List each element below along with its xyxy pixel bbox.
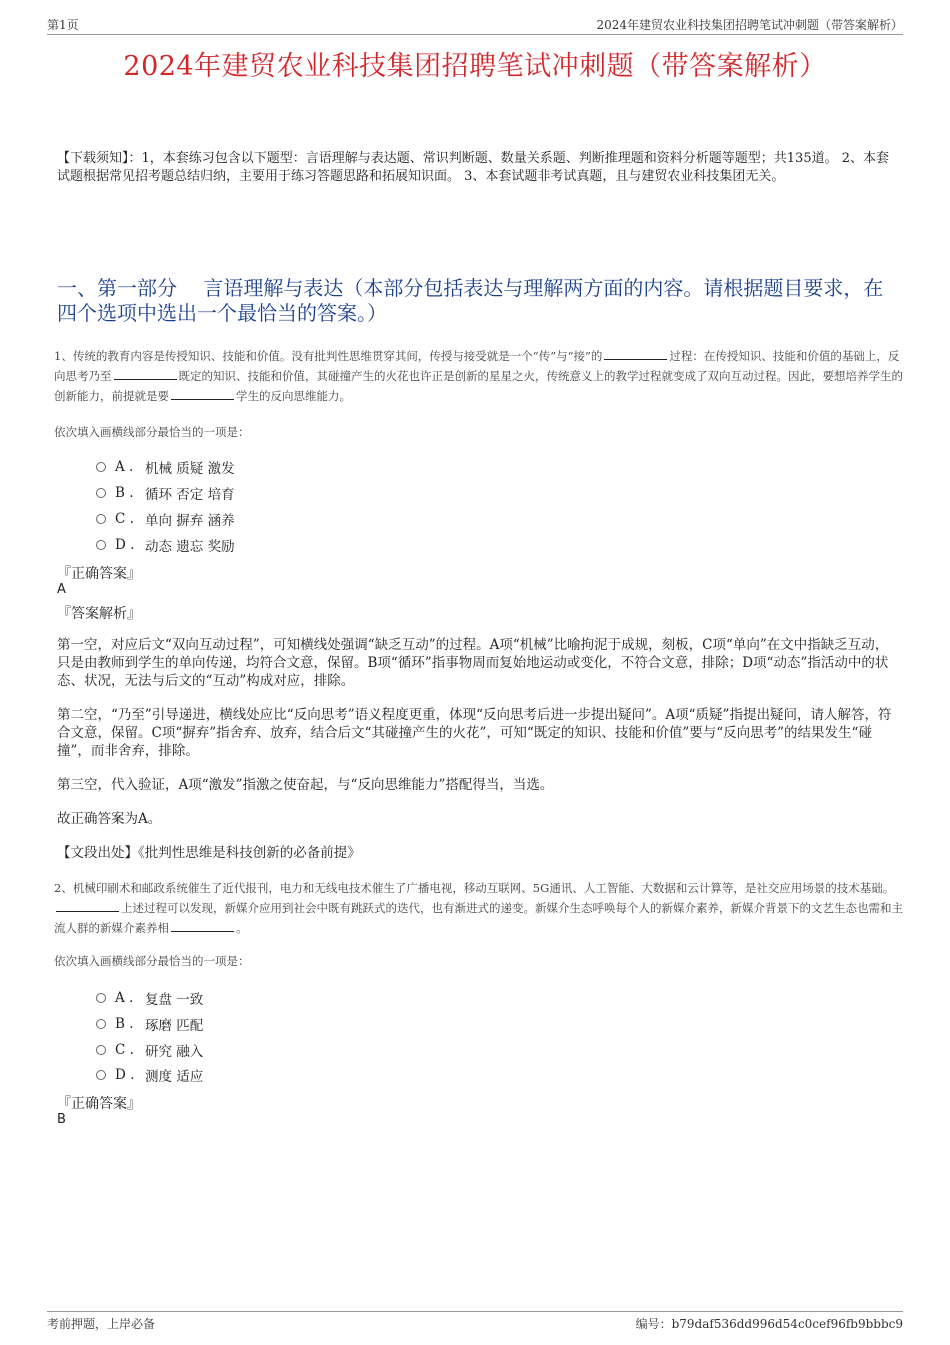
question-2-option-b[interactable]: B . 琢磨 匹配 <box>96 1014 203 1034</box>
fill-blank <box>114 367 177 380</box>
question-1-option-a[interactable]: A . 机械 质疑 激发 <box>96 457 235 477</box>
radio-icon[interactable] <box>96 1045 106 1055</box>
question-2-option-c[interactable]: C . 研究 融入 <box>96 1040 203 1060</box>
question-1-analysis-label: 『答案解析』 <box>57 606 141 622</box>
radio-icon[interactable] <box>96 540 106 550</box>
page-number: 第1页 <box>47 18 79 32</box>
fill-blank <box>56 899 119 912</box>
radio-icon[interactable] <box>96 488 106 498</box>
footer-slogan: 考前押题，上岸必备 <box>47 1317 156 1331</box>
question-1-option-c[interactable]: C . 单向 摒弃 涵养 <box>96 509 235 529</box>
fill-blank <box>171 387 234 400</box>
question-2-prompt: 依次填入画横线部分最恰当的一项是： <box>54 954 250 968</box>
question-2-text: 2、机械印刷术和邮政系统催生了近代报刊，电力和无线电技术催生了广播电视，移动互联网、5G通讯、人工智能、大数据和云计算等，是社交应用场景的技术基础。上述过程可以发现，新媒介应用到社会中既有跳跃式的迭代，也有渐进式的递变。新媒介生态呼唤每个人的新媒介素养，新媒介背景下的文艺生态也需和主流人群的新媒介素养相 。 <box>54 881 903 935</box>
question-1-text: 1、传统的教育内容是传授知识、技能和价值。没有批判性思维贯穿其间，传授与接受就是一个“传”与“接”的 过程：在传授知识、技能和价值的基础上，反向思考乃至 既定的知识、技能和价值，其碰撞产生的火花也许正是创新的星星之火，传统意义上的教学过程就变成了双向互动过程。因此，要想培养学生的创新能力，前提就是要 学生的反向思维能力。 <box>54 349 903 403</box>
page-footer <box>47 1311 903 1334</box>
radio-icon[interactable] <box>96 1019 106 1029</box>
radio-icon[interactable] <box>96 462 106 472</box>
question-2-answer: B <box>57 1112 66 1127</box>
question-1-prompt: 依次填入画横线部分最恰当的一项是： <box>54 425 250 439</box>
question-1-answer-label: 『正确答案』 <box>57 566 141 582</box>
question-1-option-b[interactable]: B . 循环 否定 培育 <box>96 483 235 503</box>
question-1-answer: A <box>57 582 66 597</box>
document-title: 2024年建贸农业科技集团招聘笔试冲刺题（带答案解析） <box>123 51 827 82</box>
radio-icon[interactable] <box>96 514 106 524</box>
download-notice: 【下载须知】：1，本套练习包含以下题型：言语理解与表达题、常识判断题、数量关系题、判断推理题和资料分析题等题型；共135道。 2、本套试题根据常见招考题总结归纳，主要用于练习答题思路和拓展知识面。 3、本套试题非考试真题，且与建贸农业科技集团无关。 <box>57 151 889 184</box>
section-title: 一、第一部分 言语理解与表达（本部分包括表达与理解两方面的内容。请根据题目要求，在四个选项中选出一个最恰当的答案。） <box>57 276 884 325</box>
question-2-answer-label: 『正确答案』 <box>57 1096 141 1112</box>
document-id: 编号：b79daf536dd996d54c0cef96fb9bbbc9 <box>635 1317 903 1331</box>
radio-icon[interactable] <box>96 1070 106 1080</box>
question-2-option-d[interactable]: D . 测度 适应 <box>96 1065 203 1085</box>
analysis-paragraph-3: 第三空，代入验证，A项“激发”指激之使奋起，与“反向思维能力”搭配得当，当选。 <box>57 777 554 793</box>
question-1-option-d[interactable]: D . 动态 遗忘 奖励 <box>96 535 235 555</box>
question-1-source: 【文段出处】《批判性思维是科技创新的必备前提》 <box>57 845 361 861</box>
radio-icon[interactable] <box>96 993 106 1003</box>
analysis-paragraph-1: 第一空，对应后文“双向互动过程”，可知横线处强调“缺乏互动”的过程。A项“机械”比喻拘泥于成规，刻板，C项“单向”在文中指缺乏互动，只是由教师到学生的单向传递，均符合文意，保留。B项“循环”指事物周而复始地运动或变化，不符合文意，排除；D项“动态”指活动中的状态、状况，无法与后文的“互动”构成对应，排除。 <box>57 637 889 689</box>
page-header <box>47 14 903 35</box>
analysis-conclusion: 故正确答案为A。 <box>57 811 162 827</box>
fill-blank <box>171 919 234 932</box>
fill-blank <box>604 347 667 360</box>
header-doc-title: 2024年建贸农业科技集团招聘笔试冲刺题（带答案解析） <box>596 18 903 32</box>
analysis-paragraph-2: 第二空，“乃至”引导递进，横线处应比“反向思考”语义程度更重，体现“反向思考后进一步提出疑问”。A项“质疑”指提出疑问，请人解答，符合文意，保留。C项“摒弃”指舍弃、放弃，结合后文“其碰撞产生的火花”，可知“既定的知识、技能和价值”要与“反向思考”的结果发生“碰撞”，而非舍弃，排除。 <box>57 707 892 759</box>
question-2-option-a[interactable]: A . 复盘 一致 <box>96 988 203 1008</box>
